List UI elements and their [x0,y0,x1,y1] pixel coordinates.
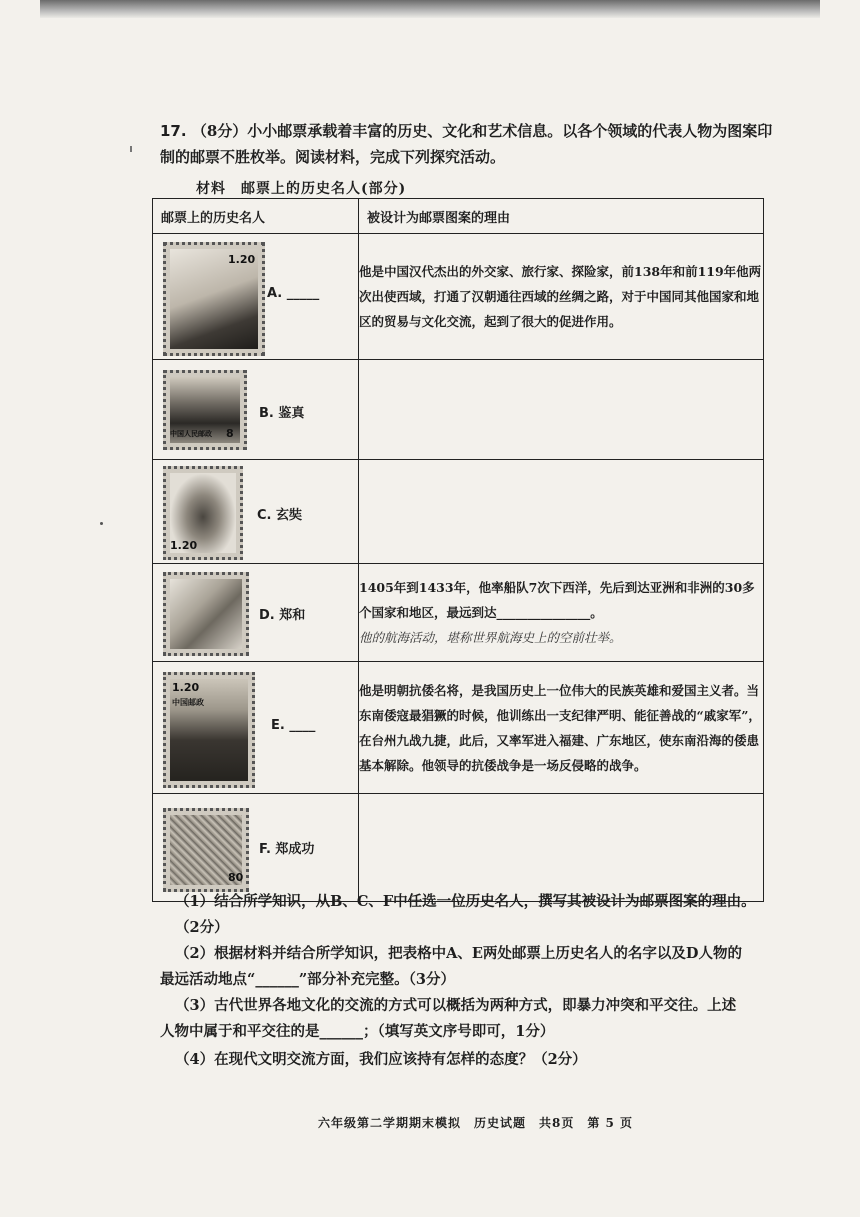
name-cell-c [153,460,359,564]
stamp-image-a [163,242,265,356]
stamp-image-b [163,370,247,450]
reason-text-d: 1405年到1433年，他率船队7次下西洋，先后到达亚洲和非洲的30多个国家和地区，最远到达_______________。 [359,580,755,620]
table-row-a [153,234,764,360]
table-row-c [153,460,764,564]
reason-cell-a [359,234,764,360]
question-text: （8分）小小邮票承载着丰富的历史、文化和艺术信息。以各个领域的代表人物为图案印制的邮票不胜枚举。阅读材料，完成下列探究活动。 [160,122,773,166]
stamp-text-b: 中国人民邮政 [170,430,212,438]
table-row-f [153,794,764,902]
header-reason: 被设计为邮票图案的理由 [359,199,764,234]
reason-cell-b [359,360,764,460]
stamp-text-e: 中国邮政 [172,698,204,707]
material-title: 材料 邮票上的历史名人(部分) [196,181,407,197]
table-row-b [153,360,764,460]
subquestion-3-cont: 人物中属于和平交往的是______；（填写英文序号即可，1分） [160,1023,555,1040]
stamp-table [152,198,764,902]
stamp-image-d [163,572,249,656]
table-row-e [153,662,764,794]
question-number: 17. [160,122,187,140]
name-cell-d [153,564,359,662]
name-cell-b [153,360,359,460]
question-intro [160,118,780,170]
page-footer: 六年级第二学期期末模拟 历史试题 共8页 第 5 页 [318,1116,634,1130]
stamp-value-e: 1.20 [172,681,200,694]
stamp-art-d [170,579,242,649]
stamp-value-b: 8 [226,427,234,440]
stamp-label-b: B. 鉴真 [259,406,305,421]
reason-text-a: 他是中国汉代杰出的外交家、旅行家、探险家，前138年和前119年他两次出使西域，打通了汉朝通往西域的丝绸之路，对于中国同其他国家和地区的贸易与文化交流，起到了很大的促进作用。 [359,264,762,329]
subquestion-4: （4）在现代文明交流方面，我们应该持有怎样的态度？（2分） [175,1051,587,1068]
name-cell-e [153,662,359,794]
reason-text-e: 他是明朝抗倭名将，是我国历史上一位伟大的民族英雄和爱国主义者。当东南倭寇最猖獗的时候，他训练出一支纪律严明、能征善战的“戚家军”，在台州九战九捷，此后，又率军进入福建、广东地区，使东南沿海的倭患基本解除。他领导的抗倭战争是一场反侵略的战争。 [359,682,761,773]
stamp-label-e: E. ____ [271,718,316,733]
stamp-label-c: C. 玄奘 [257,508,303,523]
subquestion-2-cont: 最远活动地点“______”部分补充完整。（3分） [160,971,456,988]
name-cell-f [153,794,359,902]
stamp-value-a: 1.20 [228,253,256,266]
table-header-row [153,199,764,234]
stamp-label-a: A. _____ [267,286,320,301]
reason-cell-c [359,460,764,564]
stamp-image-f [163,808,249,892]
stamp-value-f: 80 [228,871,244,884]
subquestion-1: （1）结合所学知识，从B、C、F中任选一位历史名人，撰写其被设计为邮票图案的理由。 [175,893,756,910]
header-name: 邮票上的历史名人 [153,199,359,234]
reason-cell-d [359,564,764,662]
table-row-d [153,564,764,662]
reason-cell-f [359,794,764,902]
stamp-label-d: D. 郑和 [259,608,306,623]
subquestion-3: （3）古代世界各地文化的交流的方式可以概括为两种方式，即暴力冲突和平交往。上述 [175,997,737,1014]
stamp-label-f: F. 郑成功 [259,842,315,857]
reason-extra-d: 他的航海活动，堪称世界航海史上的空前壮举。 [359,630,622,645]
stamp-art-e [170,679,248,781]
name-cell-a [153,234,359,360]
stamp-image-c [163,466,243,560]
scan-dot [100,522,103,525]
reason-cell-e [359,662,764,794]
subquestion-1-points: （2分） [175,919,229,936]
scan-mark [130,146,132,152]
stamp-value-c: 1.20 [170,539,198,552]
subquestion-2: （2）根据材料并结合所学知识，把表格中A、E两处邮票上历史名人的名字以及D人物的 [175,945,742,962]
stamp-image-e [163,672,255,788]
